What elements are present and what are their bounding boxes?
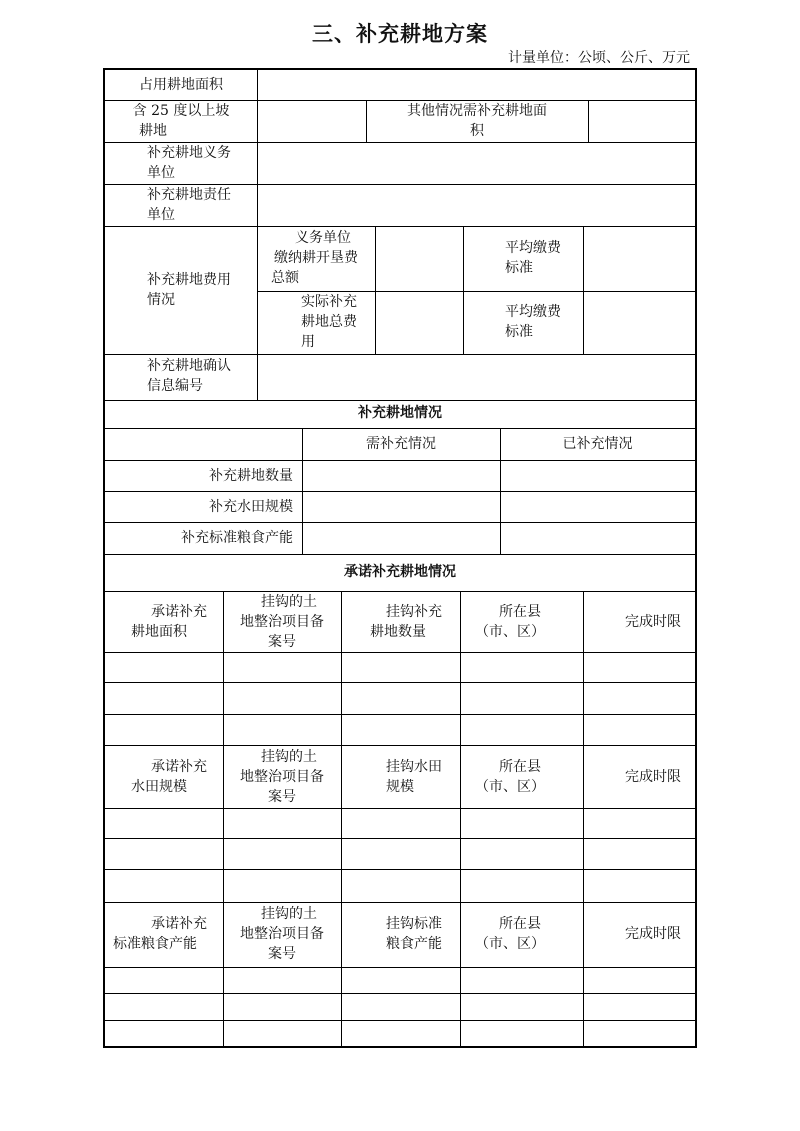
group1-col2: 挂钩的土 地整治项目备 案号 xyxy=(240,594,324,650)
section2-header: 承诺补充耕地情况 xyxy=(344,564,456,580)
group1-col5: 完成时限 xyxy=(625,614,681,630)
section1-row-label: 补充耕地数量 xyxy=(209,468,293,484)
group2-col4: 所在县 （市、区） xyxy=(475,759,545,795)
measurement-unit: 计量单位：公顷、公斤、万元 xyxy=(508,50,690,66)
fee-situation-label: 补充耕地费用 情况 xyxy=(147,272,231,308)
responsible-unit-label: 补充耕地责任 单位 xyxy=(147,187,231,223)
other-needed-label: 其他情况需补充耕地面 积 xyxy=(407,103,547,139)
group1-col3: 挂钩补充 耕地数量 xyxy=(370,604,442,640)
group3-col1: 承诺补充 标准粮食产能 xyxy=(113,916,207,952)
group2-col2: 挂钩的土 地整治项目备 案号 xyxy=(240,749,324,805)
group1-col1: 承诺补充 耕地面积 xyxy=(131,604,207,640)
section1-row-label: 补充水田规模 xyxy=(209,499,293,515)
section1-header: 补充耕地情况 xyxy=(358,405,442,421)
group3-col3: 挂钩标准 粮食产能 xyxy=(386,916,442,952)
group1-col4: 所在县 （市、区） xyxy=(475,604,545,640)
group2-col1: 承诺补充 水田规模 xyxy=(131,759,207,795)
form-table xyxy=(103,68,697,1048)
group3-col4: 所在县 （市、区） xyxy=(475,916,545,952)
obligation-unit-label: 补充耕地义务 单位 xyxy=(147,145,231,181)
occupied-area-label: 占用耕地面积 xyxy=(139,77,223,93)
col-need-header: 需补充情况 xyxy=(366,436,436,452)
avg-fee-label-1: 平均缴费 标准 xyxy=(505,240,561,276)
actual-total-label: 实际补充 耕地总费 用 xyxy=(301,294,357,350)
group2-col5: 完成时限 xyxy=(625,769,681,785)
group2-col3: 挂钩水田 规模 xyxy=(386,759,442,795)
avg-fee-label-2: 平均缴费 标准 xyxy=(505,304,561,340)
slope-25-label: 含 25 度以上坡 耕地 xyxy=(132,103,230,139)
section1-row-label: 补充标准粮食产能 xyxy=(181,530,293,546)
group3-col2: 挂钩的土 地整治项目备 案号 xyxy=(240,906,324,962)
col-done-header: 已补充情况 xyxy=(562,436,633,452)
group3-col5: 完成时限 xyxy=(625,926,681,942)
confirm-no-label: 补充耕地确认 信息编号 xyxy=(147,358,231,394)
page-title: 三、补充耕地方案 xyxy=(312,21,488,46)
fee-paid-label: 义务单位 缴纳耕开垦费 总额 xyxy=(271,230,358,286)
